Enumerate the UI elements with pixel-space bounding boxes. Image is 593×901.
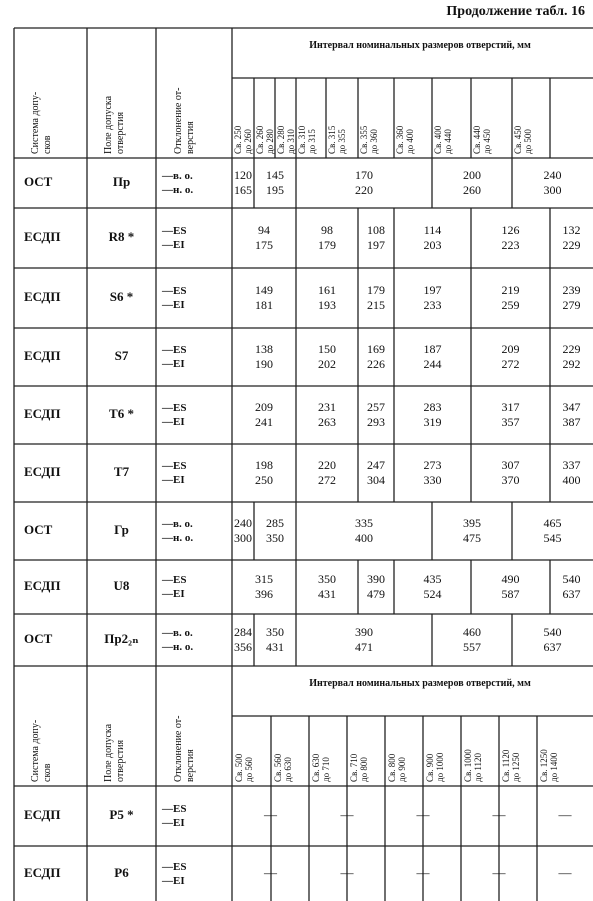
row-field: P6 xyxy=(114,864,129,880)
row-value: 460 557 xyxy=(463,625,481,654)
row-field: Пр xyxy=(112,174,131,189)
row-value: 161 193 xyxy=(318,283,336,312)
interval-title-2: Интервал номинальных размеров отверстий, мм xyxy=(309,678,531,689)
row-field: P5 * xyxy=(109,807,134,822)
interval-label: Св. 450 до 500 xyxy=(513,125,533,154)
row-system: ЕСДП xyxy=(24,406,61,421)
interval-label: Св. 1250 до 1400 xyxy=(539,749,559,782)
row-deviation: —ES —EI xyxy=(162,285,187,311)
row-system: ЕСДП xyxy=(24,807,61,822)
interval-label: Св. 710 до 800 xyxy=(349,753,369,782)
interval-label: Св. 315 до 355 xyxy=(327,125,347,154)
header-field: Поле допуска отверстия xyxy=(103,95,126,154)
row-value: 540 637 xyxy=(562,572,581,601)
row-system: ЕСДП xyxy=(24,578,61,593)
row-value: 114 203 xyxy=(423,223,442,252)
row-value: 240 300 xyxy=(234,516,252,545)
row-dash: — xyxy=(264,807,277,822)
row-value: 395 475 xyxy=(463,516,481,545)
row-value: 149 181 xyxy=(255,283,273,312)
row-dash: — xyxy=(416,864,430,880)
interval-label: Св. 500 до 560 xyxy=(234,753,254,782)
row-value: 219 259 xyxy=(501,283,520,312)
interval-label: Св. 630 до 710 xyxy=(311,753,331,782)
row-value: 335 400 xyxy=(355,516,373,545)
row-system: ЕСДП xyxy=(24,348,61,363)
row-dash: — xyxy=(340,807,354,822)
header-deviation: Отклонение от- верстия xyxy=(173,87,196,154)
interval-label: Св. 310 до 315 xyxy=(297,125,317,154)
interval-label: Св. 360 до 400 xyxy=(395,125,415,154)
interval-label: Св. 440 до 450 xyxy=(472,125,492,154)
row-field: U8 xyxy=(113,578,130,593)
row-value: 317 357 xyxy=(501,400,520,429)
row-field: S6 * xyxy=(109,289,134,304)
row-value: 145 195 xyxy=(266,168,284,197)
row-deviation: —ES —EI xyxy=(162,803,187,829)
row-system: ЕСДП xyxy=(24,864,61,880)
row-value: 285 350 xyxy=(266,516,284,545)
row-value: 126 223 xyxy=(501,223,520,252)
row-system: ЕСДП xyxy=(24,229,61,244)
row-value: 247 304 xyxy=(367,458,385,487)
row-dash: — xyxy=(558,807,572,822)
row-field: R8 * xyxy=(108,229,135,244)
row-value: 350 431 xyxy=(318,572,336,601)
row-dash: — xyxy=(492,864,506,880)
row-field: T6 * xyxy=(109,406,134,421)
row-value: 390 479 xyxy=(367,572,385,601)
row-value: 465 545 xyxy=(543,516,562,545)
table-caption: Продолжение табл. 16 xyxy=(446,4,585,19)
row-deviation: —ES —EI xyxy=(162,574,187,600)
row-value: 187 244 xyxy=(423,342,442,371)
interval-label: Св. 260 до 280 xyxy=(255,125,275,154)
row-value: 273 330 xyxy=(423,458,442,487)
header-system-2: Система допу- сков xyxy=(30,719,53,782)
interval-label: Св. 1000 до 1120 xyxy=(463,749,483,782)
row-deviation: —ES —EI xyxy=(162,225,187,251)
row-value: 120 165 xyxy=(234,168,252,197)
row-value: 150 202 xyxy=(318,342,336,371)
row-value: 229 292 xyxy=(562,342,581,371)
row-value: 209 272 xyxy=(501,342,520,371)
row-value: 231 263 xyxy=(318,400,336,429)
row-value: 108 197 xyxy=(367,223,385,252)
row-system: ЕСДП xyxy=(24,289,61,304)
row-value: 307 370 xyxy=(501,458,520,487)
row-dash: — xyxy=(340,864,354,880)
interval-label: Св. 280 до 310 xyxy=(276,125,296,154)
row-value: 132 229 xyxy=(562,223,581,252)
row-value: 179 215 xyxy=(367,283,385,312)
row-system: ЕСДП xyxy=(24,464,61,479)
row-value: 337 400 xyxy=(562,458,581,487)
row-system: ОСТ xyxy=(24,631,53,646)
row-value: 315 396 xyxy=(255,572,273,601)
row-value: 170 220 xyxy=(355,168,373,197)
interval-label: Св. 900 до 1000 xyxy=(425,752,445,782)
row-value: 209 241 xyxy=(255,400,273,429)
row-deviation: —ES —EI xyxy=(162,344,187,370)
row-system: ОСТ xyxy=(24,522,53,537)
row-value: 283 319 xyxy=(423,400,442,429)
interval-label: Св. 400 до 440 xyxy=(433,125,453,154)
row-value: 94 175 xyxy=(255,223,273,252)
row-system: ОСТ xyxy=(24,174,53,189)
row-value: 239 279 xyxy=(562,283,581,312)
row-value: 390 471 xyxy=(355,625,373,654)
row-value: 240 300 xyxy=(543,168,562,197)
row-dash: — xyxy=(492,807,506,822)
interval-label: Св. 250 до 260 xyxy=(233,125,253,154)
row-value: 138 190 xyxy=(255,342,273,371)
interval-label: Св. 560 до 630 xyxy=(273,753,293,782)
interval-label: Св. 355 до 360 xyxy=(359,125,379,154)
header-field-2: Поле допуска отверстия xyxy=(103,723,126,782)
row-value: 198 250 xyxy=(255,458,273,487)
row-value: 169 226 xyxy=(367,342,385,371)
interval-label: Св. 800 до 900 xyxy=(387,753,407,782)
row-field: Пр2₂ₙ xyxy=(104,631,139,646)
row-value: 197 233 xyxy=(423,283,442,312)
header-system: Система допу- сков xyxy=(30,91,53,154)
row-value: 540 637 xyxy=(543,625,562,654)
row-deviation: —ES —EI xyxy=(162,402,187,428)
row-deviation: —ES —EI xyxy=(162,460,187,486)
row-field: S7 xyxy=(114,348,129,363)
row-value: 347 387 xyxy=(562,400,581,429)
row-value: 200 260 xyxy=(463,168,481,197)
row-value: 284 356 xyxy=(234,625,252,654)
row-deviation: —в. о. —н. о. xyxy=(162,170,194,196)
interval-title: Интервал номинальных размеров отверстий, мм xyxy=(309,40,531,51)
row-value: 220 272 xyxy=(318,458,336,487)
row-field: Гр xyxy=(114,522,129,537)
row-value: 350 431 xyxy=(266,625,284,654)
row-value: 257 293 xyxy=(367,400,385,429)
row-value: 435 524 xyxy=(423,572,442,601)
row-value: 490 587 xyxy=(501,572,520,601)
row-deviation: —в. о. —н. о. xyxy=(162,518,194,544)
row-dash: — xyxy=(416,807,430,822)
row-deviation: —ES —EI xyxy=(162,860,187,887)
row-dash: — xyxy=(558,864,572,880)
row-field: T7 xyxy=(113,464,130,479)
header-deviation-2: Отклонение от- верстия xyxy=(173,715,196,782)
interval-label: Св. 1120 до 1250 xyxy=(501,749,521,782)
row-value: 98 179 xyxy=(318,223,336,252)
row-dash: — xyxy=(264,864,277,880)
row-deviation: —в. о. —н. о. xyxy=(162,627,194,653)
